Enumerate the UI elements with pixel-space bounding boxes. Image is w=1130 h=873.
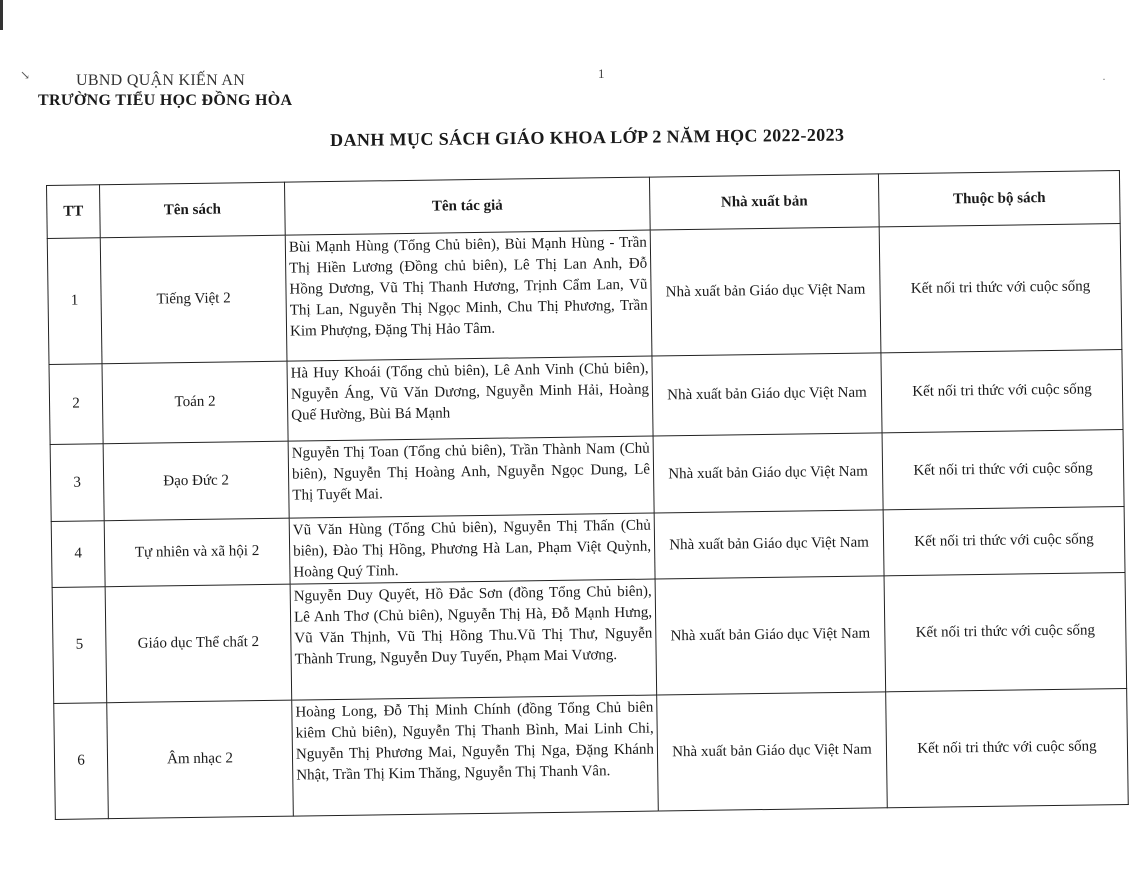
book-publisher: Nhà xuất bản Giáo dục Việt Nam bbox=[654, 510, 884, 579]
table-row bbox=[47, 224, 1122, 365]
scan-speck-icon: · bbox=[1102, 72, 1106, 86]
book-authors: Hà Huy Khoái (Tổng chủ biên), Lê Anh Vinh (Chủ biên), Nguyễn Áng, Vũ Văn Dương, Nguyễn Minh Hải, Hoàng Quế Hường, Bùi Bá Mạnh bbox=[287, 356, 653, 441]
row-number: 6 bbox=[54, 703, 109, 820]
book-name: Âm nhạc 2 bbox=[107, 700, 294, 819]
book-series: Kết nối tri thức với cuộc sống bbox=[882, 429, 1124, 509]
book-series: Kết nối tri thức với cuộc sống bbox=[881, 349, 1123, 432]
book-series: Kết nối tri thức với cuộc sống bbox=[884, 572, 1127, 691]
book-publisher: Nhà xuất bản Giáo dục Việt Nam bbox=[657, 692, 888, 811]
row-number: 3 bbox=[50, 444, 104, 522]
book-name: Tiếng Việt 2 bbox=[100, 235, 287, 364]
column-header-authors: Tên tác giả bbox=[284, 177, 650, 235]
column-header-series: Thuộc bộ sách bbox=[878, 171, 1120, 227]
book-authors: Hoàng Long, Đỗ Thị Minh Chính (đồng Tổng Chủ biên kiêm Chủ biên), Nguyễn Thị Thanh Bình, Mai Linh Chi, Nguyễn Thị Phương Mai, Nguyễn Thị Nga, Đặng Khánh Nhật, Trần Thị Kim Thăng, Nguyễn Thị Thanh Vân. bbox=[292, 695, 659, 816]
row-number: 4 bbox=[51, 521, 105, 588]
book-name: Tự nhiên và xã hội 2 bbox=[104, 518, 290, 587]
page-number: 1 bbox=[598, 66, 605, 81]
column-header-publisher: Nhà xuất bản bbox=[649, 174, 879, 230]
book-name: Giáo dục Thể chất 2 bbox=[105, 584, 292, 703]
book-name: Đạo Đức 2 bbox=[103, 441, 289, 521]
book-publisher: Nhà xuất bản Giáo dục Việt Nam bbox=[655, 576, 886, 695]
org-district: UBND QUẬN KIẾN AN bbox=[76, 72, 246, 89]
scan-edge-mark bbox=[0, 0, 3, 30]
table-row bbox=[50, 429, 1124, 521]
book-publisher: Nhà xuất bản Giáo dục Việt Nam bbox=[652, 353, 882, 436]
table-row bbox=[52, 572, 1127, 703]
book-authors: Nguyễn Duy Quyết, Hồ Đắc Sơn (đồng Tổng Chủ biên), Lê Anh Thơ (Chủ biên), Nguyễn Thị Hà, Đỗ Mạnh Hưng, Vũ Văn Thịnh, Vũ Thị Hồng Thu.Vũ Thị Thư, Nguyễn Thành Trung, Nguyễn Duy Tuyến, Phạm Mai Vương. bbox=[290, 579, 657, 700]
table-row bbox=[54, 688, 1129, 819]
org-school: TRƯỜNG TIỂU HỌC ĐỒNG HÒA bbox=[38, 92, 293, 109]
scan-speck-icon: ↘ bbox=[20, 68, 31, 82]
textbook-table bbox=[46, 170, 1129, 820]
document-title: DANH MỤC SÁCH GIÁO KHOA LỚP 2 NĂM HỌC 2022-2023 bbox=[330, 124, 845, 150]
table-row bbox=[49, 349, 1123, 444]
row-number: 2 bbox=[49, 364, 103, 445]
book-series: Kết nối tri thức với cuộc sống bbox=[879, 224, 1122, 353]
book-authors: Nguyễn Thị Toan (Tổng chủ biên), Trần Thành Nam (Chủ biên), Nguyễn Thị Hoàng Anh, Nguyễn Ngọc Dung, Lê Thị Tuyết Mai. bbox=[288, 436, 654, 518]
book-series: Kết nối tri thức với cuộc sống bbox=[886, 688, 1129, 807]
book-authors: Vũ Văn Hùng (Tổng Chủ biên), Nguyễn Thị Thấn (Chủ biên), Đào Thị Hồng, Phương Hà Lan, Phạm Việt Quỳnh, Hoàng Quý Tỉnh. bbox=[289, 513, 655, 584]
book-publisher: Nhà xuất bản Giáo dục Việt Nam bbox=[650, 227, 881, 356]
book-authors: Bùi Mạnh Hùng (Tổng Chủ biên), Bùi Mạnh Hùng - Trần Thị Hiền Lương (Đồng chủ biên), Lê Thị Lan Anh, Đỗ Hồng Dương, Vũ Thị Thanh Hương, Trịnh Cẩm Lan, Vũ Thị Lan, Nguyễn Thị Ngọc Minh, Chu Thị Phương, Trần Kim Phượng, Đặng Thị Hảo Tâm. bbox=[285, 230, 652, 361]
book-name: Toán 2 bbox=[102, 361, 288, 444]
row-number: 1 bbox=[47, 238, 102, 365]
book-series: Kết nối tri thức với cuộc sống bbox=[883, 506, 1125, 575]
row-number: 5 bbox=[52, 587, 107, 704]
book-publisher: Nhà xuất bản Giáo dục Việt Nam bbox=[653, 433, 883, 513]
column-header-book-name: Tên sách bbox=[100, 182, 286, 238]
column-header-tt: TT bbox=[47, 185, 101, 239]
